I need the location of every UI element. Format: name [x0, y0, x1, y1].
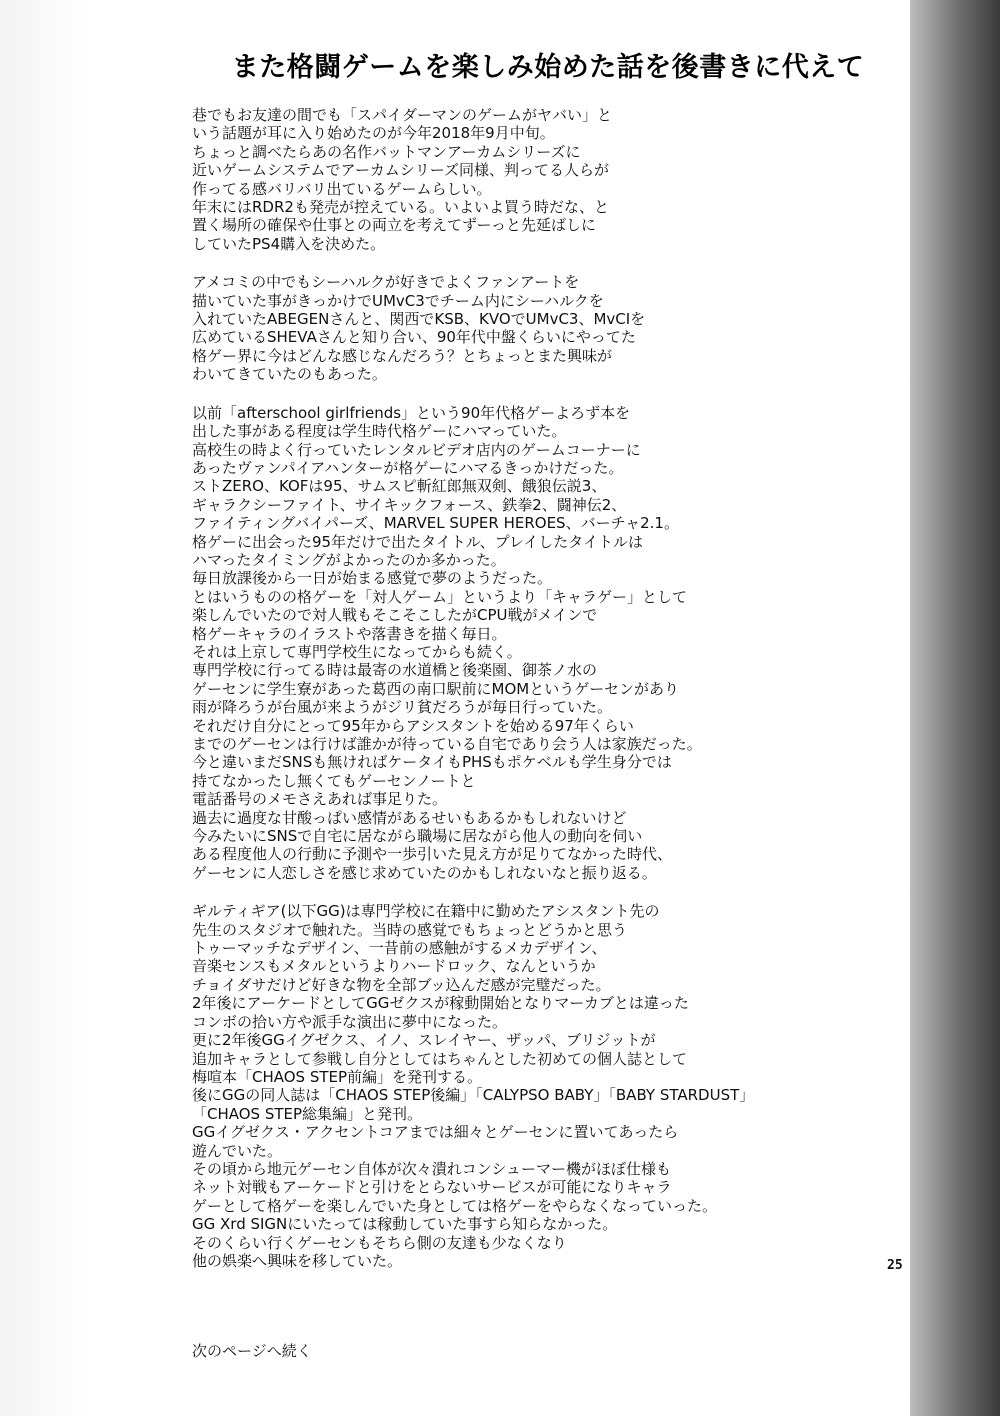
text-line: 梅喧本「CHAOS STEP前編」を発刊する。	[192, 1067, 483, 1086]
text-line: ネット対戦もアーケードと引けをとらないサービスが可能になりキャラ	[192, 1178, 672, 1197]
text-line: ストZERO、KOFは95、サムスピ斬紅郎無双剣、餓狼伝説3、	[192, 477, 607, 496]
page-title: また格闘ゲームを楽しみ始めた話を後書きに代えて	[231, 52, 865, 83]
text-line: 音楽センスもメタルというよりハードロック、なんというか	[192, 957, 596, 976]
text-line: 年末にはRDR2も発売が控えている。いよいよ買う時だな、と	[192, 198, 609, 217]
page-number: 25	[887, 1258, 903, 1273]
text-line: とはいうものの格ゲーを「対人ゲーム」というより「キャラゲー」として	[192, 587, 688, 606]
right-gradient-margin	[910, 0, 1000, 1416]
paragraph	[192, 404, 912, 883]
paragraph	[192, 106, 912, 253]
text-line: 以前「afterschool girlfriends」という90年代格ゲーよろず本を	[192, 403, 631, 422]
text-line: 出した事がある程度は学生時代格ゲーにハマっていた。	[192, 422, 567, 441]
text-line: していたPS4購入を決めた。	[192, 234, 386, 253]
text-line: アメコミの中でもシーハルクが好きでよくファンアートを	[192, 273, 580, 292]
text-line: 格ゲーに出会った95年だけで出たタイトル、プレイしたタイトルは	[192, 532, 643, 551]
text-line: 入れていたABEGENさんと、関西でKSB、KVOでUMvC3、MvCIを	[192, 310, 646, 329]
text-line: までのゲーセンは行けば誰かが待っている自宅であり会う人は家族だった。	[192, 735, 702, 753]
text-line: GG Xrd SIGNにいたっては稼動していた事すら知らなかった。	[192, 1215, 618, 1234]
text-line: 近いゲームシステムでアーカムシリーズ同様、判ってる人らが	[192, 161, 610, 180]
text-line: 毎日放課後から一日が始まる感覚で夢のようだった。	[192, 569, 553, 588]
text-line: その頃から地元ゲーセン自体が次々潰れコンシューマー機がほぼ仕様も	[192, 1159, 672, 1178]
text-line: 他の娯楽へ興味を移していた。	[192, 1251, 403, 1270]
paragraph	[192, 273, 912, 383]
text-line: 専門学校に行ってる時は最寄の水道橋と後楽園、御茶ノ水の	[192, 661, 598, 680]
text-line: 電話番号のメモさえあれば事足りた。	[192, 790, 448, 809]
text-line: ギルティギア(以下GG)は専門学校に在籍中に勤めたアシスタント先の	[192, 902, 660, 921]
text-line: 置く場所の確保や仕事との両立を考えてずーっと先延ばしに	[192, 216, 596, 235]
text-line: トゥーマッチなデザイン、一昔前の感触がするメカデザイン、	[192, 939, 607, 958]
text-line: 持てなかったし無くてもゲーセンノートと	[192, 771, 476, 790]
text-line: 広めているSHEVAさんと知り合い、90年代中盤くらいにやってた	[192, 328, 636, 347]
page-content	[192, 48, 912, 1388]
text-line: ファイティングバイパーズ、MARVEL SUPER HEROES、バーチャ2.1。	[192, 514, 679, 533]
text-line: いう話題が耳に入り始めたのが今年2018年9月中旬。	[192, 124, 555, 143]
text-line: ゲーとして格ゲーを楽しんでいた身としては格ゲーをやらなくなっていった。	[192, 1196, 718, 1215]
text-line: 追加キャラとして参戦し自分としてはちゃんとした初めての個人誌として	[192, 1049, 688, 1068]
text-line: 描いていた事がきっかけでUMvC3でチーム内にシーハルクを	[192, 291, 604, 310]
left-page-margin	[0, 0, 90, 1416]
text-line: ある程度他人の行動に予測や一歩引いた見え方が足りてなかった時代、	[192, 845, 673, 864]
text-line: 後にGGの同人誌は「CHAOS STEP後編」「CALYPSO BABY」「BABY STARDUST」	[192, 1086, 755, 1105]
text-line: 更に2年後GGイグゼクス、イノ、スレイヤー、ザッパ、ブリジットが	[192, 1031, 656, 1050]
text-line: 過去に過度な甘酸っぱい感情があるせいもあるかもしれないけど	[192, 808, 627, 827]
text-line: 高校生の時よく行っていたレンタルビデオ店内のゲームコーナーに	[192, 440, 641, 459]
text-line: コンボの拾い方や派手な演出に夢中になった。	[192, 1012, 508, 1031]
text-line: わいてきていたのもあった。	[192, 365, 387, 384]
text-line: ゲーセンに学生寮があった葛西の南口駅前にMOMというゲーセンがあり	[192, 679, 679, 698]
text-line: 雨が降ろうが台風が来ようがジリ貧だろうが毎日行っていた。	[192, 698, 613, 717]
text-line: 作ってる感バリバリ出ているゲームらしい。	[192, 179, 492, 198]
text-line: チョイダサだけど好きな物を全部ブッ込んだ感が完璧だった。	[192, 975, 611, 994]
afterword-body	[192, 106, 912, 1290]
text-line: 格ゲーキャラのイラストや落書きを描く毎日。	[192, 624, 507, 643]
text-line: 先生のスタジオで触れた。当時の感覚でもちょっとどうかと思う	[192, 920, 628, 939]
text-line: 2年後にアーケードとしてGGゼクスが稼動開始となりマーカブとは違った	[192, 994, 689, 1013]
text-line: 遊んでいた。	[192, 1141, 283, 1160]
text-line: 「CHAOS STEP総集編」と発刊。	[192, 1104, 423, 1123]
text-line: 今と違いまだSNSも無ければケータイもPHSもポケベルも学生身分では	[192, 753, 672, 772]
text-line: GGイグゼクス・アクセントコアまでは細々とゲーセンに置いてあったら	[192, 1123, 679, 1142]
text-line: ギャラクシーファイト、サイキックフォース、鉄拳2、闘神伝2、	[192, 495, 627, 514]
paragraph	[192, 902, 912, 1270]
text-line: そのくらい行くゲーセンもそちら側の友達も少なくなり	[192, 1233, 567, 1252]
text-line: 楽しんでいたので対人戦もそこそこしたがCPU戦がメインで	[192, 606, 598, 625]
text-line: ちょっと調べたらあの名作バットマンアーカムシリーズに	[192, 142, 581, 161]
text-line: 巷でもお友達の間でも「スパイダーマンのゲームがヤバい」と	[192, 106, 613, 124]
text-line: あったヴァンパイアハンターが格ゲーにハマるきっかけだった。	[192, 458, 624, 477]
text-line: ゲーセンに人恋しさを感じ求めていたのかもしれないなと振り返る。	[192, 863, 657, 882]
text-line: ハマったタイミングがよかったのか多かった。	[192, 550, 506, 569]
text-line: それは上京して専門学校生になってからも続く。	[192, 642, 522, 661]
text-line: それだけ自分にとって95年からアシスタントを始める97年くらい	[192, 716, 634, 735]
continued-note: 次のページへ続く	[192, 1342, 312, 1360]
text-line: 今みたいにSNSで自宅に居ながら職場に居ながら他人の動向を伺い	[192, 827, 643, 846]
text-line: 格ゲー界に今はどんな感じなんだろう？とちょっとまた興味が	[192, 346, 613, 365]
